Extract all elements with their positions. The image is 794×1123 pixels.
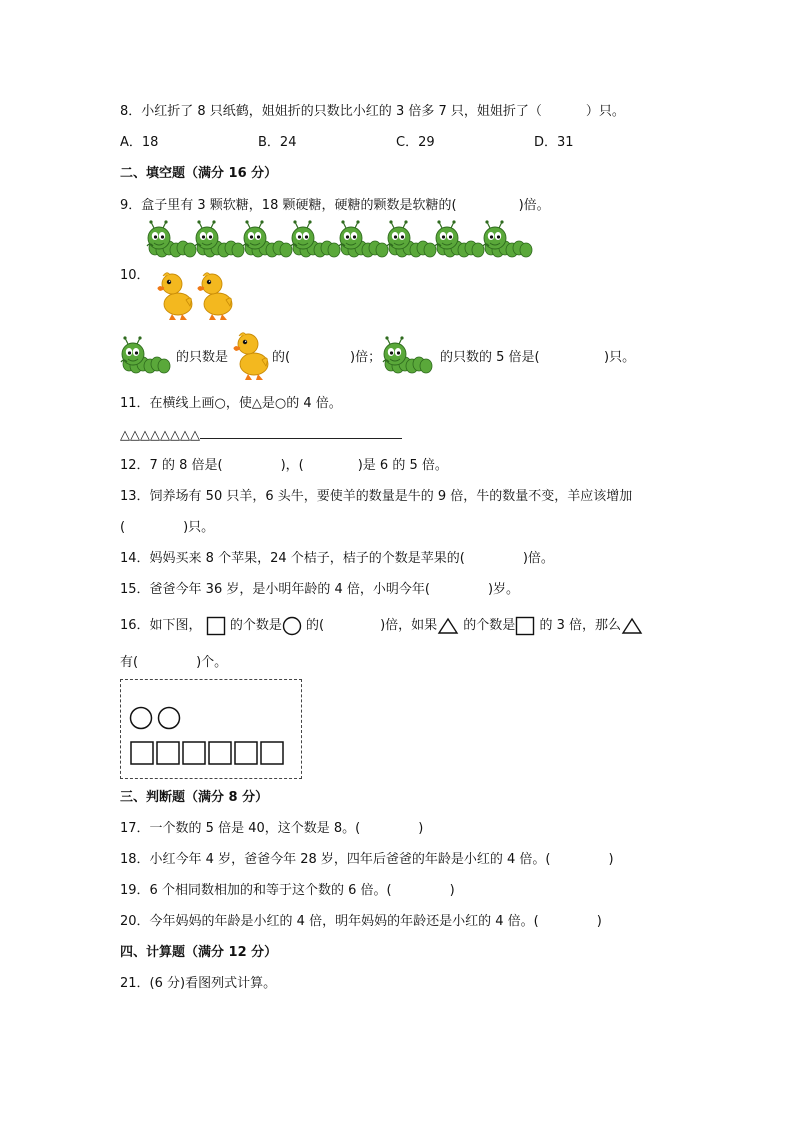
q16-figure [121,680,303,780]
q10-text-2: 的( [272,350,291,365]
section-2-title: 二、填空题（满分 16 分） [120,166,278,181]
q16-text-4: )倍，如果 [380,618,438,633]
question-14 [120,549,554,569]
q12-text-a: 12．7 的 8 倍是( [120,458,223,473]
caterpillar-icon [194,220,246,262]
question-16-line-2 [120,653,227,673]
question-19 [120,881,455,901]
q8-tail: ）只。 [585,104,625,119]
q11-answer-line[interactable] [200,424,402,439]
q9-text: 9．盒子里有 3 颗软糖，18 颗硬糖，硬糖的颗数是软糖的( [120,198,457,213]
q16-text-6: 的 3 倍，那么 [539,618,621,633]
q18-tail: ) [608,852,614,867]
q10-text-1: 的只数是 [176,350,229,365]
triangle-icon [437,617,459,635]
duck-icon [156,270,196,322]
caterpillar-icon [382,336,434,382]
q13-text-a: ( [120,520,126,535]
figure-circle-1 [131,708,152,729]
question-20 [120,912,602,932]
caterpillar-icon [146,220,198,262]
triangle-icon [621,617,643,635]
duck-row [156,270,236,326]
q11-triangles: △△△△△△△△ [120,428,200,443]
q15-tail: )岁。 [487,582,520,597]
question-12 [120,456,448,476]
q19-text: 19．6 个相同数相加的和等于这个数的 6 倍。( [120,883,392,898]
q12-text-c: )是 6 的 5 倍。 [357,458,448,473]
caterpillar-icon [386,220,438,262]
q8-option-a[interactable]: A．18 [120,135,159,150]
question-9 [120,196,550,216]
q18-text: 18．小红今年 4 岁，爸爸今年 28 岁，四年后爸爸的年龄是小红的 4 倍。( [120,852,551,867]
q16-figure-box [120,679,302,779]
q10-answer-blank-2[interactable] [544,346,600,364]
q8-option-c[interactable]: C．29 [396,135,435,150]
caterpillar-icon [242,220,294,262]
question-11: 11．在横线上画○，使△是○的 4 倍。 [120,396,342,411]
duck-icon [196,270,236,322]
q14-tail: )倍。 [522,551,554,566]
q8-option-d[interactable]: D．31 [534,135,574,150]
caterpillar-row [146,220,530,262]
square-icon [206,616,226,636]
q20-text: 20．今年妈妈的年龄是小红的 4 倍，明年妈妈的年龄还是小红的 4 倍。( [120,914,539,929]
q8-option-b[interactable]: B．24 [258,135,297,150]
circle-icon [282,616,302,636]
question-17 [120,819,423,839]
question-16-line-1 [120,614,643,638]
figure-square-1 [131,742,153,764]
q13-text-b: )只。 [183,520,215,535]
figure-circle-2 [159,708,180,729]
question-13-line-2 [120,518,214,538]
q10-number: 10． [120,268,150,283]
caterpillar-icon [290,220,342,262]
duck-icon [232,330,272,386]
q14-text: 14．妈妈买来 8 个苹果，24 个桔子，桔子的个数是苹果的( [120,551,465,566]
figure-square-4 [209,742,231,764]
q16-text-1: 16．如下图， [120,618,202,633]
q17-text: 17．一个数的 5 倍是 40，这个数是 8。( [120,821,361,836]
question-15 [120,580,519,600]
figure-square-6 [261,742,283,764]
q19-tail: ) [449,883,455,898]
square-icon [515,616,535,636]
q9-tail: )倍。 [518,198,550,213]
question-8 [120,102,625,122]
q16-text-2: 的个数是 [229,618,282,633]
q16-text-3: 的( [305,618,325,633]
question-21: 21．(6 分)看图列式计算。 [120,976,277,991]
caterpillar-icon [434,220,486,262]
section-4-title: 四、计算题（满分 12 分） [120,945,278,960]
q10-text-5: )只。 [604,350,636,365]
question-13-line-1: 13．饲养场有 50 只羊，6 头牛，要使羊的数量是牛的 9 倍，牛的数量不变，羊应该增加 [120,489,633,504]
q16-text-7: 有( [120,655,139,670]
figure-square-3 [183,742,205,764]
q12-text-b: )，( [280,458,304,473]
q10-text-3: )倍； [350,350,382,365]
caterpillar-icon [482,220,534,262]
caterpillar-icon [338,220,390,262]
section-3-title: 三、判断题（满分 8 分） [120,790,269,805]
q16-text-5: 的个数是 [463,618,516,633]
q10-text-4: 的只数的 5 倍是( [440,350,540,365]
q20-tail: ) [596,914,602,929]
q17-tail: ) [418,821,424,836]
caterpillar-icon [120,336,172,382]
q16-text-8: )个。 [196,655,228,670]
question-18 [120,850,614,870]
q8-text: 8．小红折了 8 只纸鹤，姐姐折的只数比小红的 3 倍多 7 只，姐姐折了（ [120,104,542,119]
q15-text: 15．爸爸今年 36 岁，是小明年龄的 4 倍，小明今年( [120,582,430,597]
q10-answer-blank-1[interactable] [292,346,350,364]
figure-square-2 [157,742,179,764]
q11-drawing-line [120,424,402,446]
figure-square-5 [235,742,257,764]
